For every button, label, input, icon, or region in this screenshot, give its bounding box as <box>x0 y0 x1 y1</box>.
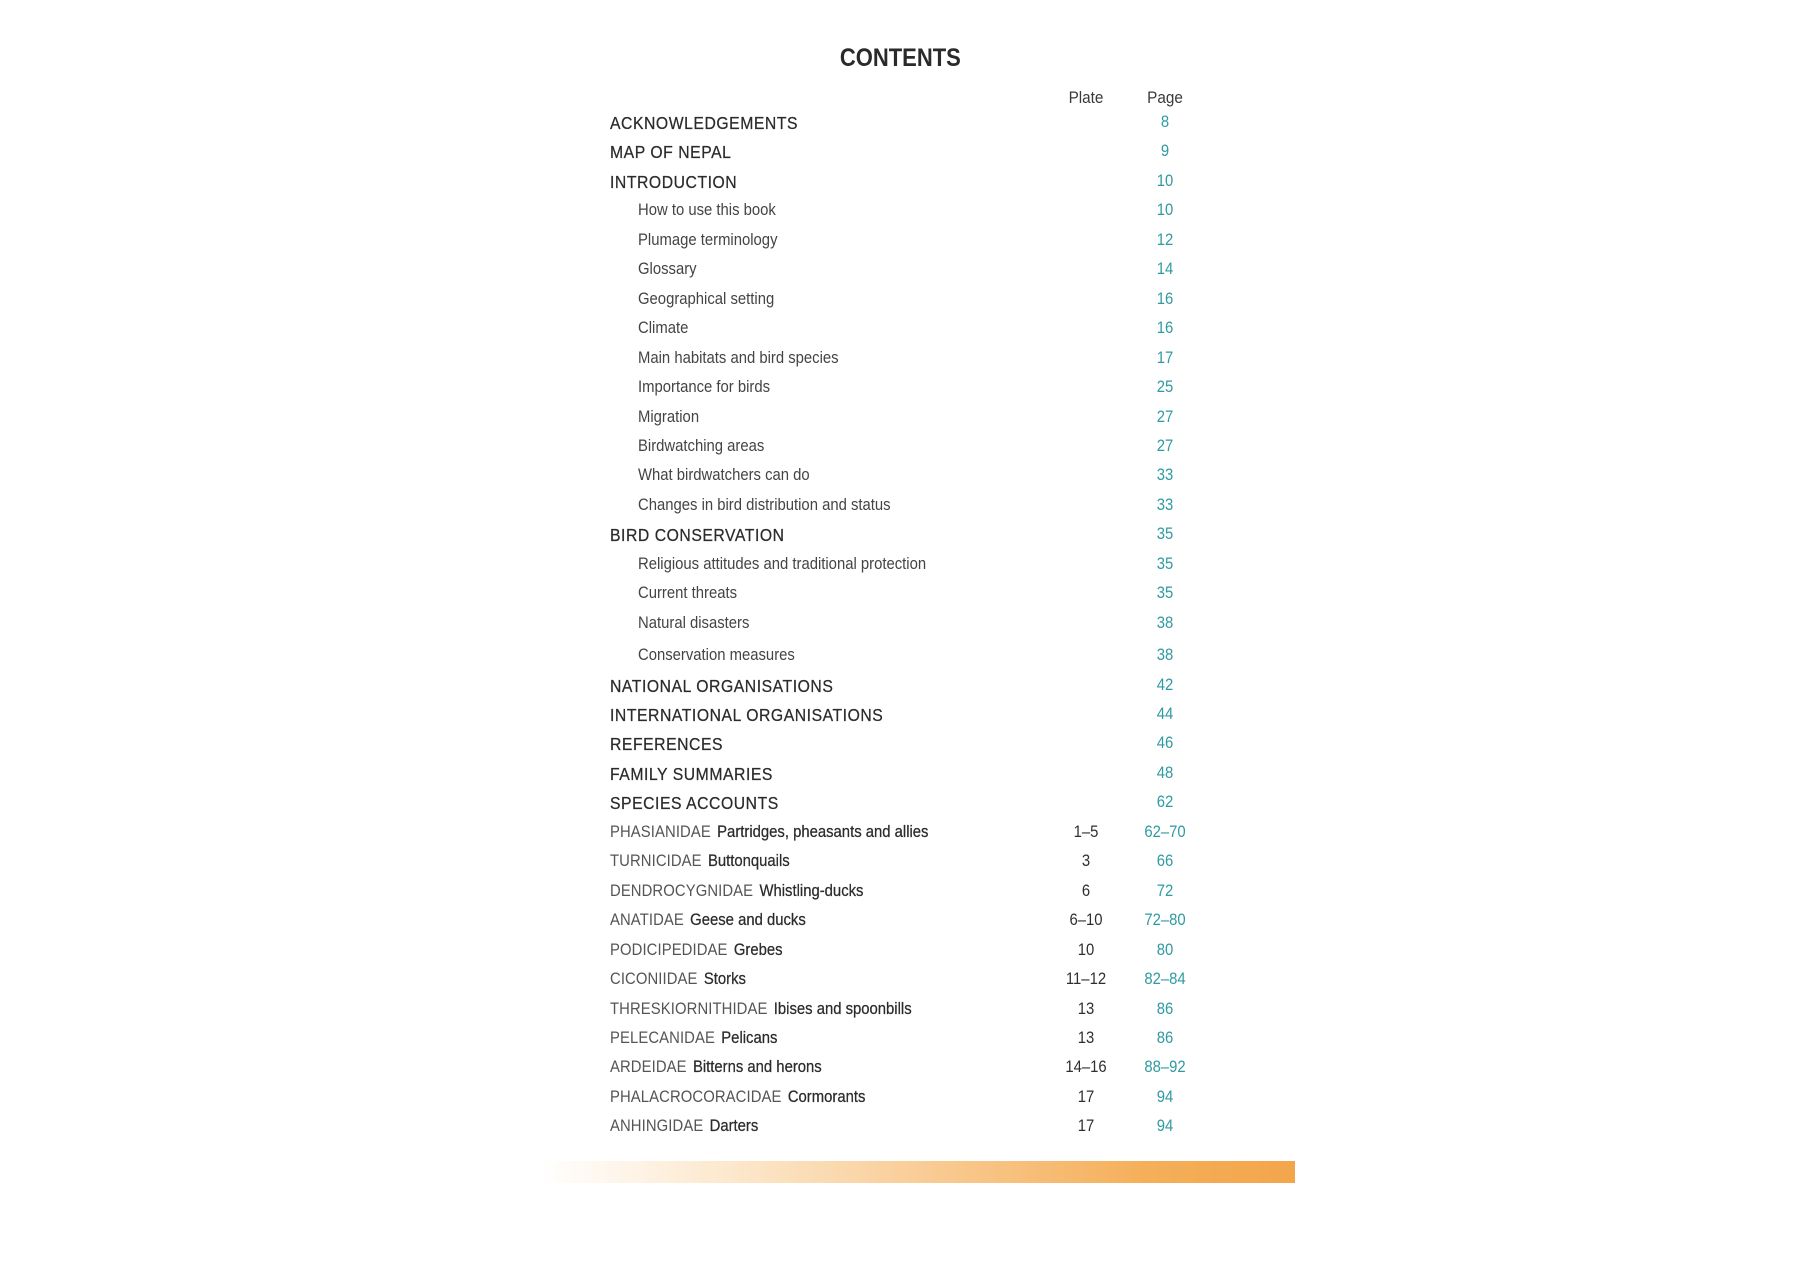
plate-number: 10 <box>1077 941 1095 959</box>
page-number[interactable]: 82–84 <box>1144 970 1186 988</box>
family-common-name: Buttonquails <box>707 852 790 870</box>
family-name: PODICIPEDIDAE <box>610 941 728 959</box>
contents-row[interactable] <box>0 852 1800 881</box>
contents-row[interactable] <box>0 614 1800 643</box>
plate-number: 17 <box>1077 1088 1095 1106</box>
page-number[interactable]: 72–80 <box>1144 911 1186 929</box>
contents-row[interactable] <box>0 584 1800 613</box>
contents-row[interactable] <box>0 408 1800 437</box>
page-number[interactable]: 72 <box>1156 882 1174 900</box>
contents-row[interactable] <box>0 142 1800 171</box>
contents-row[interactable] <box>0 1058 1800 1087</box>
plate-number: 11–12 <box>1065 970 1107 988</box>
contents-row[interactable] <box>0 1000 1800 1029</box>
contents-row[interactable] <box>0 941 1800 970</box>
entry-label <box>610 1088 865 1107</box>
plate-number: 3 <box>1081 852 1091 870</box>
entry-label: Geographical setting <box>638 290 775 308</box>
page-number[interactable]: 38 <box>1156 646 1174 664</box>
entry-label: INTRODUCTION <box>610 172 738 192</box>
plate-number: 6 <box>1081 882 1091 900</box>
entry-label <box>610 941 783 960</box>
page-number[interactable]: 35 <box>1156 555 1174 573</box>
family-common-name: Bitterns and herons <box>692 1058 822 1076</box>
plate-number: 14–16 <box>1065 1058 1107 1076</box>
plate-number: 13 <box>1077 1029 1095 1047</box>
family-common-name: Ibises and spoonbills <box>773 1000 912 1018</box>
entry-label: MAP OF NEPAL <box>610 142 732 162</box>
entry-label <box>610 1058 822 1077</box>
page-number[interactable]: 42 <box>1156 676 1174 694</box>
contents-row[interactable] <box>0 646 1800 675</box>
contents-row[interactable] <box>0 676 1800 705</box>
page-number[interactable]: 33 <box>1156 496 1174 514</box>
contents-row[interactable] <box>0 290 1800 319</box>
entry-label: Religious attitudes and traditional protection <box>638 555 927 573</box>
contents-row[interactable] <box>0 231 1800 260</box>
family-name: PHASIANIDAE <box>610 823 711 841</box>
entry-label: Migration <box>638 408 700 426</box>
page-number[interactable]: 27 <box>1156 408 1174 426</box>
entry-label: FAMILY SUMMARIES <box>610 764 773 784</box>
family-name: TURNICIDAE <box>610 852 702 870</box>
page-number[interactable]: 25 <box>1156 378 1174 396</box>
entry-label: ACKNOWLEDGEMENTS <box>610 113 799 133</box>
page-number[interactable]: 66 <box>1156 852 1174 870</box>
contents-row[interactable] <box>0 437 1800 466</box>
page-number[interactable]: 94 <box>1156 1117 1174 1135</box>
page-number[interactable]: 33 <box>1156 466 1174 484</box>
contents-row[interactable] <box>0 1088 1800 1117</box>
entry-label: What birdwatchers can do <box>638 466 810 484</box>
contents-row[interactable] <box>0 970 1800 999</box>
family-common-name: Partridges, pheasants and allies <box>717 823 929 841</box>
entry-label <box>610 882 863 901</box>
contents-row[interactable] <box>0 113 1800 142</box>
entry-label: REFERENCES <box>610 734 724 754</box>
contents-row[interactable] <box>0 882 1800 911</box>
page-column-header: Page <box>1147 88 1183 107</box>
contents-row[interactable] <box>0 705 1800 734</box>
entry-label: Changes in bird distribution and status <box>638 496 891 514</box>
entry-label: Birdwatching areas <box>638 437 765 455</box>
contents-row[interactable] <box>0 496 1800 525</box>
page-number[interactable]: 12 <box>1156 231 1174 249</box>
entry-label <box>610 852 790 871</box>
page-title: CONTENTS <box>839 44 961 72</box>
entry-label <box>610 911 806 930</box>
contents-row[interactable] <box>0 1117 1800 1146</box>
family-common-name: Cormorants <box>787 1088 866 1106</box>
entry-label: SPECIES ACCOUNTS <box>610 793 779 813</box>
entry-label: NATIONAL ORGANISATIONS <box>610 676 834 696</box>
entry-label <box>610 970 746 989</box>
contents-row[interactable] <box>0 555 1800 584</box>
family-name: CICONIIDAE <box>610 970 698 988</box>
entry-label <box>610 1029 777 1048</box>
page-number[interactable]: 10 <box>1156 172 1174 190</box>
family-name: PHALACROCORACIDAE <box>610 1088 782 1106</box>
page-number[interactable]: 16 <box>1156 290 1174 308</box>
contents-row[interactable] <box>0 349 1800 378</box>
plate-number: 1–5 <box>1073 823 1099 841</box>
contents-row[interactable] <box>0 1029 1800 1058</box>
page-number[interactable]: 48 <box>1156 764 1174 782</box>
contents-row[interactable] <box>0 466 1800 495</box>
entry-label: How to use this book <box>638 201 776 219</box>
contents-row[interactable] <box>0 734 1800 763</box>
contents-row[interactable] <box>0 201 1800 230</box>
page-number[interactable]: 16 <box>1156 319 1174 337</box>
entry-label: Natural disasters <box>638 614 750 632</box>
contents-row[interactable] <box>0 378 1800 407</box>
page-number[interactable]: 27 <box>1156 437 1174 455</box>
family-common-name: Darters <box>709 1117 759 1135</box>
page-number[interactable]: 80 <box>1156 941 1174 959</box>
page-number[interactable]: 38 <box>1156 614 1174 632</box>
contents-row[interactable] <box>0 525 1800 554</box>
page-number[interactable]: 62 <box>1156 793 1174 811</box>
page-number[interactable]: 94 <box>1156 1088 1174 1106</box>
page-number[interactable]: 88–92 <box>1144 1058 1186 1076</box>
page-number[interactable]: 35 <box>1156 584 1174 602</box>
family-common-name: Whistling-ducks <box>759 882 864 900</box>
family-name: ANHINGIDAE <box>610 1117 704 1135</box>
entry-label <box>610 823 928 842</box>
page-number[interactable]: 44 <box>1156 705 1174 723</box>
page-number[interactable]: 8 <box>1160 113 1170 131</box>
entry-label: Importance for birds <box>638 378 771 396</box>
page-number[interactable]: 10 <box>1156 201 1174 219</box>
plate-number: 13 <box>1077 1000 1095 1018</box>
contents-row[interactable] <box>0 319 1800 348</box>
contents-row[interactable] <box>0 172 1800 201</box>
page-number[interactable]: 14 <box>1156 260 1174 278</box>
page-number[interactable]: 17 <box>1156 349 1174 367</box>
footer-color-bar <box>540 1161 1295 1183</box>
contents-row[interactable] <box>0 260 1800 289</box>
entry-label: BIRD CONSERVATION <box>610 525 785 545</box>
plate-column-header: Plate <box>1068 88 1104 107</box>
family-name: PELECANIDAE <box>610 1029 715 1047</box>
family-common-name: Grebes <box>733 941 783 959</box>
entry-label: Main habitats and bird species <box>638 349 839 367</box>
contents-row[interactable] <box>0 764 1800 793</box>
family-name: DENDROCYGNIDAE <box>610 882 754 900</box>
family-common-name: Geese and ducks <box>690 911 806 929</box>
family-common-name: Storks <box>703 970 746 988</box>
entry-label: INTERNATIONAL ORGANISATIONS <box>610 705 884 725</box>
entry-label: Climate <box>638 319 689 337</box>
entry-label: Conservation measures <box>638 646 795 664</box>
page-number[interactable]: 86 <box>1156 1000 1174 1018</box>
plate-number: 17 <box>1077 1117 1095 1135</box>
entry-label: Glossary <box>638 260 697 278</box>
contents-row[interactable] <box>0 911 1800 940</box>
entry-label: Plumage terminology <box>638 231 778 249</box>
page-number[interactable]: 35 <box>1156 525 1174 543</box>
family-name: ANATIDAE <box>610 911 684 929</box>
contents-row[interactable] <box>0 823 1800 852</box>
entry-label <box>610 1117 758 1136</box>
page-number[interactable]: 9 <box>1160 142 1170 160</box>
family-common-name: Pelicans <box>721 1029 778 1047</box>
contents-row[interactable] <box>0 793 1800 822</box>
family-name: ARDEIDAE <box>610 1058 687 1076</box>
page-number[interactable]: 86 <box>1156 1029 1174 1047</box>
page-number[interactable]: 46 <box>1156 734 1174 752</box>
entry-label: Current threats <box>638 584 738 602</box>
page-number[interactable]: 62–70 <box>1144 823 1186 841</box>
family-name: THRESKIORNITHIDAE <box>610 1000 768 1018</box>
entry-label <box>610 1000 912 1019</box>
plate-number: 6–10 <box>1069 911 1103 929</box>
